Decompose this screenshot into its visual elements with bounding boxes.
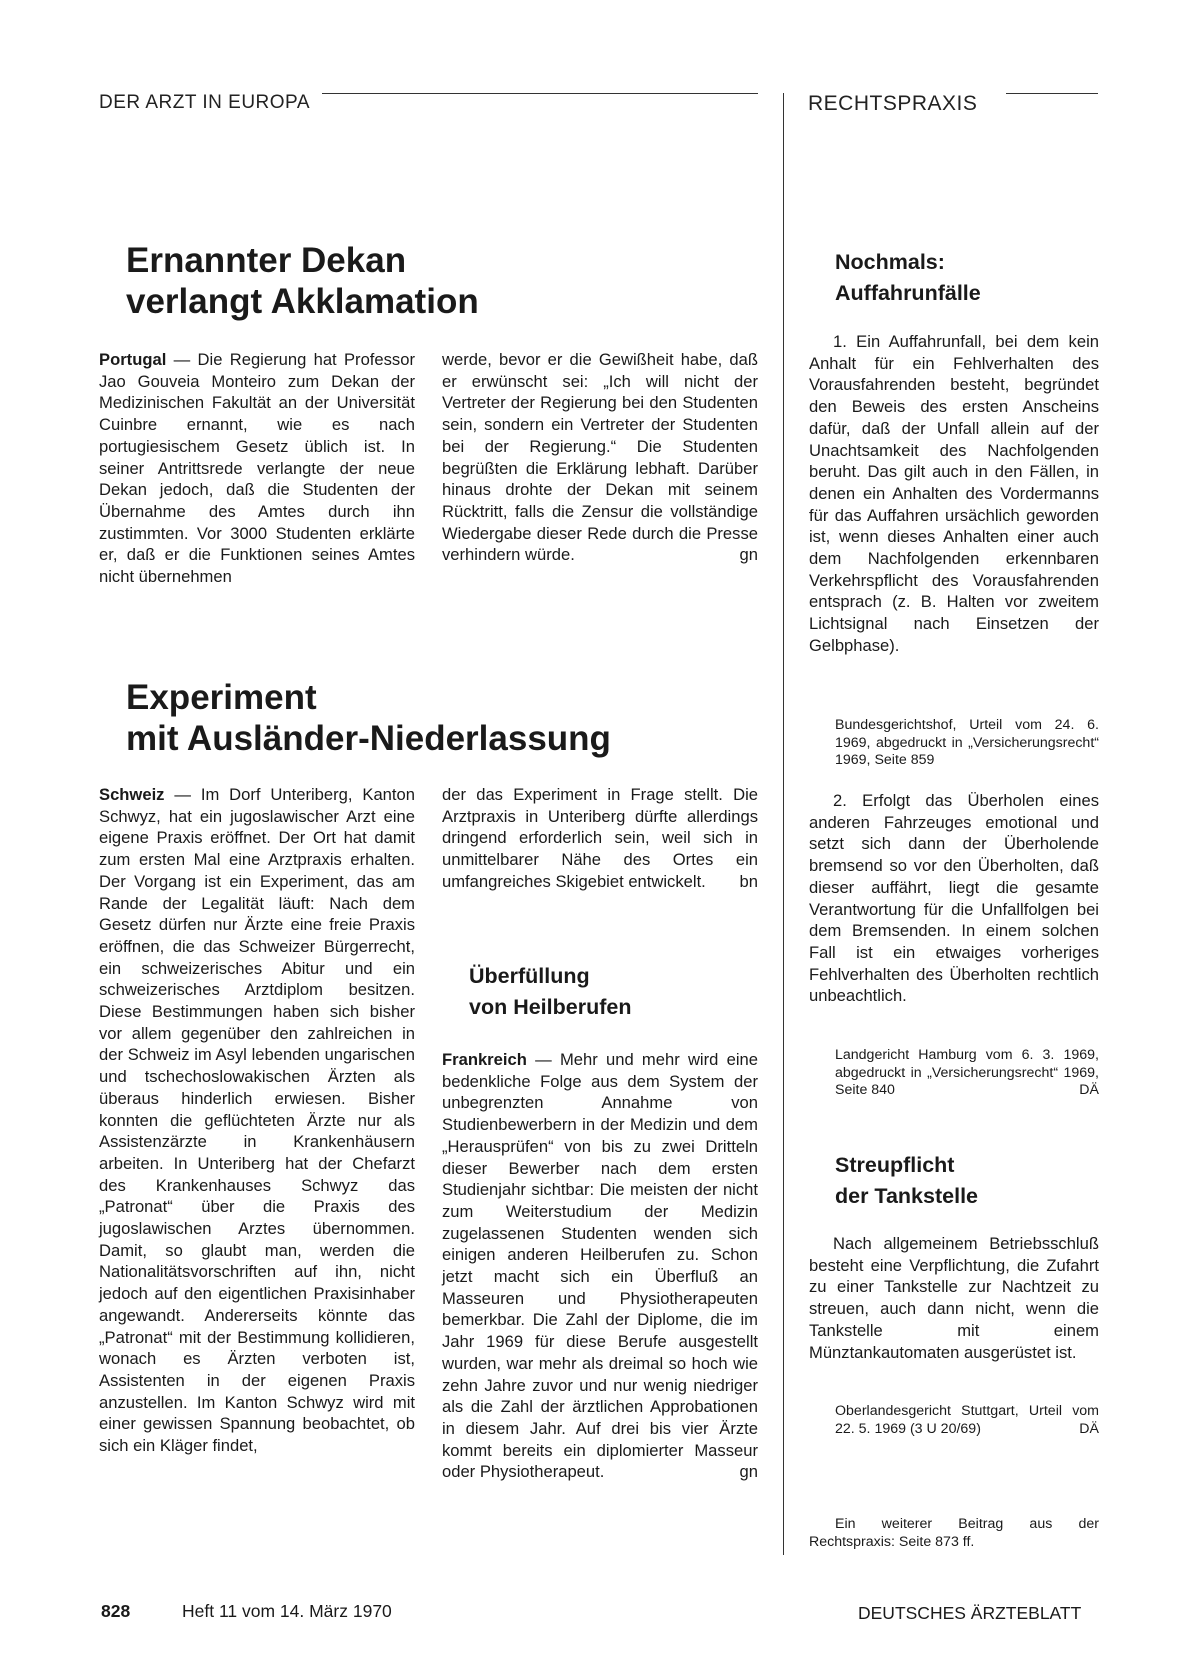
article-4-headline [835,247,981,309]
article-1-headline [126,240,479,322]
article-3-headline [469,961,631,1023]
author-signature: bn [739,871,758,891]
dateline: Schweiz [99,785,165,804]
citation-text: Landgericht Hamburg vom 6. 3. 1969, abgedruckt in „Versicherungsrecht“ 1969, Seite 840 [835,1047,1099,1098]
author-signature: gn [739,1462,758,1482]
publication-name: DEUTSCHES ÄRZTEBLATT [858,1603,1082,1623]
body-text: — Mehr und mehr wird eine bedenkliche Folge aus dem System der unbegrenzten Annahme von Studienbewerbern in der Medizin und dem „Herausprüfen“ von bis zu zwei Dritteln dieser Bewerber nach dem ersten Studienjahr sichtbar: Die meisten der nicht zum Weiterstudium der Medizin zugelassenen Studenten wenden sich einigen anderen Heilberufen zu. Schon jetzt macht sich ein Überfluß an Masseuren und Physiotherapeuten bemerkbar. Die Zahl der Diplome, die im Jahr 1969 für diese Berufe ausgestellt wurden, war mehr als dreimal so hoch wie zehn Jahre zuvor und nur wenig niedriger als die Zahl der ärztlichen Approbationen in diesem Jahr. Auf drei bis vier Ärzte kommt bereits ein diplomierter Masseur oder Physiotherapeut. [442,1050,758,1482]
article-2-column-1 [99,784,415,1457]
article-5-citation [835,1403,1099,1438]
headline-line: der Tankstelle [835,1184,978,1208]
author-signature: gn [739,545,758,565]
author-signature: DÄ [1079,1082,1099,1098]
citation-text: Bundesgerichtshof, Urteil vom 24. 6. 1969, abgedruckt in „Versicherungsrecht“ 1969, Seite 859 [835,717,1099,768]
body-text: 1. Ein Auffahrunfall, bei dem kein Anhalt für ein Fehlverhalten des Vorausfahrenden besteht, begründet den Beweis des ersten Anscheins dafür, daß der Unfall allein auf der Unachtsamkeit des Nachfolgenden beruht. Das gilt auch in den Fällen, in denen ein Anhalten des Vordermanns für das Auffahren ursächlich geworden ist, wenn dieses Anhalten einer auch dem Nachfolgenden erkennbaren Verkehrspflicht des Vorausfahrenden entsprach (z. B. Halten vor zweitem Lichtsignal nach Einsetzen der Gelbphase). [809,332,1099,655]
body-text: der das Experiment in Frage stellt. Die Arztpraxis in Unteriberg dürfte allerdings dringend erforderlich sein, weil sich in unmittelbarer Nähe des Ortes ein umfangreiches Skigebiet entwickelt. [442,785,758,891]
dateline: Frankreich [442,1050,527,1069]
article-3-body [442,1049,758,1483]
headline-line: Überfüllung [469,964,590,988]
issue-info: Heft 11 vom 14. März 1970 [182,1601,392,1621]
body-text: — Die Regierung hat Professor Jao Gouveia Monteiro zum Dekan der Medizinischen Fakultät an der Universität Cuinbre ernannt, wie es nach portugiesischem Gesetz üblich ist. In seiner Antrittsrede verlangte der neue Dekan jedoch, daß die Studenten der Übernahme des Amtes durch ihn zustimmten. Vor 3000 Studenten erklärte er, daß er die Funktionen seines Amtes nicht übernehmen [99,350,415,587]
column-divider [783,93,784,1555]
article-4-citation-1 [835,717,1099,770]
note-text: Ein weiterer Beitrag aus der Rechtspraxis: Seite 873 ff. [809,1516,1099,1550]
article-4-citation-2 [835,1047,1099,1100]
header-rule-left [322,93,758,94]
body-text: werde, bevor er die Gewißheit habe, daß er erwünscht sei: „Ich will nicht der Vertreter der Regierung bei den Studenten sein, sondern ein Vertreter der Studenten bei der Regierung.“ Die Studenten begrüßten die Erklärung lebhaft. Darüber hinaus drohte der Dekan mit seinem Rücktritt, falls die Zensur die vollständige Wiedergabe dieser Rede durch die Presse verhindern würde. [442,350,758,565]
headline-line: mit Ausländer-Niederlassung [126,719,611,758]
article-4-paragraph-1 [809,331,1099,657]
page-number: 828 [101,1601,131,1621]
section-header-right: RECHTSPRAXIS [808,92,978,115]
article-4-paragraph-2 [809,790,1099,1007]
cross-reference-note [809,1516,1099,1551]
citation-text: Oberlandesgericht Stuttgart, Urteil vom 22. 5. 1969 (3 U 20/69) [835,1403,1099,1437]
headline-line: Auffahrunfälle [835,281,981,305]
headline-line: Experiment [126,678,317,717]
author-signature: DÄ [1079,1420,1099,1437]
headline-line: von Heilberufen [469,995,632,1019]
headline-line: Ernannter Dekan [126,241,407,280]
body-text: 2. Erfolgt das Überholen eines anderen Fahrzeuges emotional und setzt sich dann der Überholende bremsend so vor den Überholten, daß dieser auffährt, liegt die gesamte Verantwortung für die Unfallfolgen bei dem Bremsenden. In einem solchen Fall ist ein etwaiges vorheriges Fehlverhalten des Überholten rechtlich unbeachtlich. [809,791,1099,1006]
body-text: Nach allgemeinem Betriebsschluß besteht eine Verpflichtung, die Zufahrt zu einer Tankstelle zur Nachtzeit zu streuen, auch dann nicht, wenn die Tankstelle mit einem Münztankautomaten ausgerüstet ist. [809,1234,1099,1362]
body-text: — Im Dorf Unteriberg, Kanton Schwyz, hat ein jugoslawischer Arzt eine eigene Praxis eröffnet. Der Ort hat damit zum ersten Mal eine Arztpraxis erhalten. Der Vorgang ist ein Experiment, das am Rande der Legalität läuft: Nach dem Gesetz dürfen nur Ärzte eine freie Praxis eröffnen, die das Schweizer Bürgerrecht, ein schweizerisches Abitur und ein schweizerisches Arztdiplom besitzen. Diese Bestimmungen haben sich bisher vor allem gegenüber den zahlreichen in der Schweiz im Asyl lebenden ungarischen und tschechoslowakischen Ärzten als überaus hinderlich erwiesen. Bisher konnten die geflüchteten Ärzte nur als Assistenzärzte in Krankenhäusern arbeiten. In Unteriberg hat der Chefarzt des Krankenhauses Schwyz das „Patronat“ über die Praxis des jugoslawischen Arztes übernommen. Damit, so glaubt man, werden die Nationalitätsvorschriften auf ihn, nicht jedoch auf den eigentlichen Praxisinhaber angewandt. Andererseits könnte das „Patronat“ mit der Bestimmung kollidieren, wonach es Ärzten verboten ist, Assistenten in der eigenen Praxis anzustellen. Im Kanton Schwyz wird mit einer gewissen Spannung beobachtet, ob sich ein Kläger findet, [99,785,415,1456]
headline-line: verlangt Akklamation [126,282,479,321]
dateline: Portugal [99,350,167,369]
headline-line: Streupflicht [835,1153,955,1177]
article-2-headline [126,677,611,759]
article-5-headline [835,1150,978,1212]
section-header-left: DER ARZT IN EUROPA [99,92,310,113]
headline-line: Nochmals: [835,250,945,274]
article-5-body [809,1233,1099,1363]
header-rule-right [1006,93,1098,94]
article-1-column-2 [442,349,758,566]
article-1-column-1 [99,349,415,588]
article-2-column-2 [442,784,758,893]
